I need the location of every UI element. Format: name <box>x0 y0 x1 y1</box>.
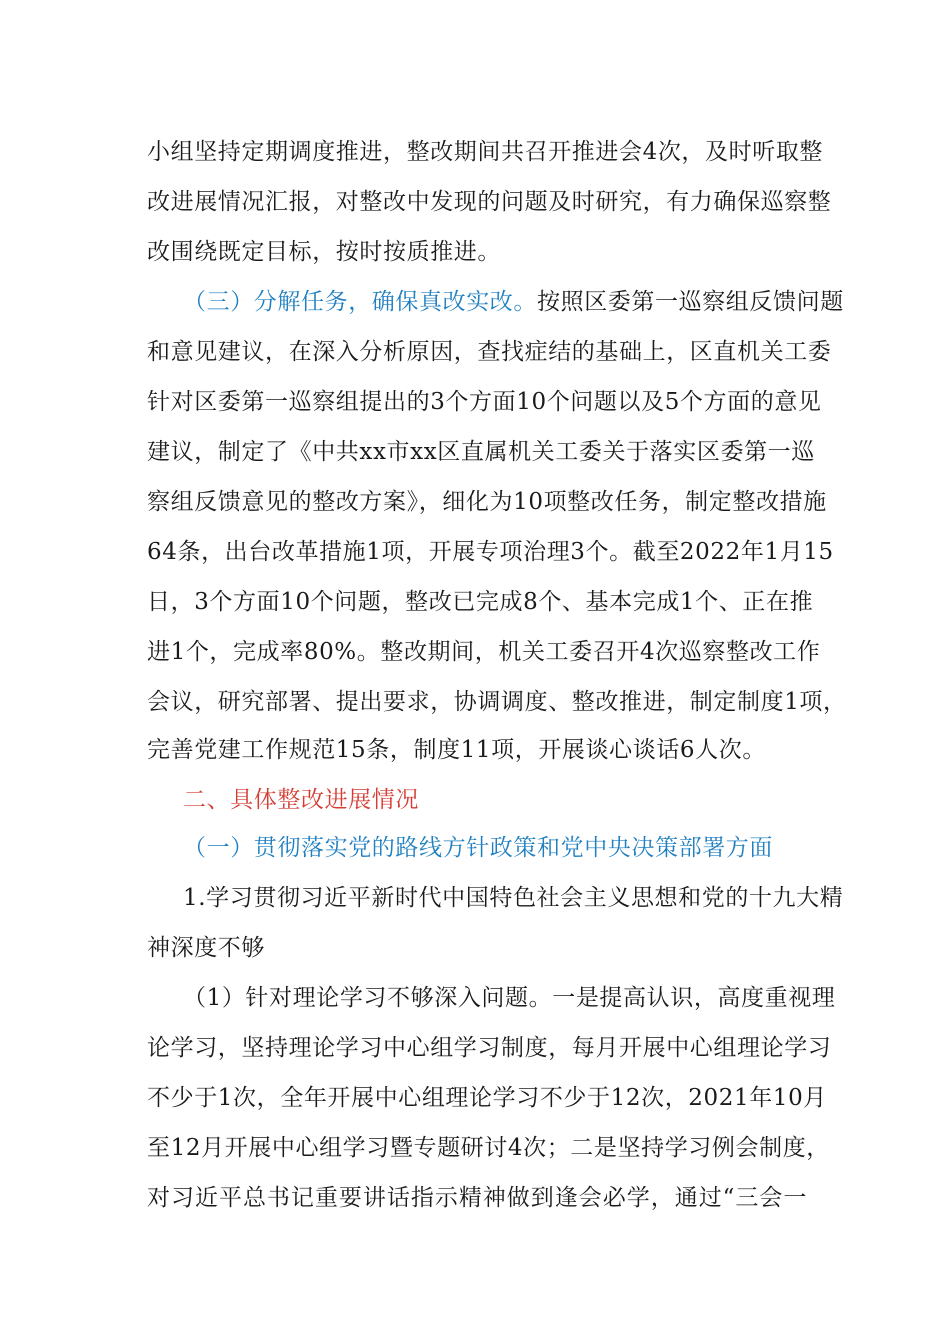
body-line: 64条，出台改革措施1项，开展专项治理3个。截至2022年1月15 <box>147 539 834 565</box>
body-line: 改进展情况汇报，对整改中发现的问题及时研究，有力确保巡察整 <box>147 189 832 215</box>
body-text: 按照区委第一巡察组反馈问题 <box>537 289 844 315</box>
body-line: 论学习，坚持理论学习中心组学习制度，每月开展中心组理论学习 <box>147 1035 832 1061</box>
body-line: 会议，研究部署、提出要求，协调调度、整改推进，制定制度1项， <box>147 689 847 715</box>
body-line: 改围绕既定目标，按时按质推进。 <box>147 239 501 265</box>
body-line: （1）针对理论学习不够深入问题。一是提高认识，高度重视理 <box>183 985 836 1011</box>
item-heading-line: 神深度不够 <box>147 935 265 961</box>
body-line: 建议，制定了《中共xx市xx区直属机关工委关于落实区委第一巡 <box>147 439 815 465</box>
body-line: 针对区委第一巡察组提出的3个方面10个问题以及5个方面的意见 <box>147 389 822 415</box>
item-heading-line: 1.学习贯彻习近平新时代中国特色社会主义思想和党的十九大精 <box>183 885 844 911</box>
body-line: 至12月开展中心组学习暨专题研讨4次；二是坚持学习例会制度， <box>147 1135 830 1161</box>
section-3-line <box>183 287 844 317</box>
body-line: 察组反馈意见的整改方案》，细化为10项整改任务，制定整改措施 <box>147 489 827 515</box>
body-line: 日，3个方面10个问题，整改已完成8个、基本完成1个、正在推 <box>147 589 814 615</box>
body-line: 和意见建议，在深入分析原因，查找症结的基础上，区直机关工委 <box>147 339 832 365</box>
body-line: 不少于1次，全年开展中心组理论学习不少于12次，2021年10月 <box>147 1085 827 1111</box>
part-heading-2: 二、具体整改进展情况 <box>183 787 419 813</box>
subsection-heading-1: （一）贯彻落实党的路线方针政策和党中央决策部署方面 <box>183 835 773 861</box>
body-line: 对习近平总书记重要讲话指示精神做到逢会必学，通过“三会一 <box>147 1185 807 1211</box>
section-heading-3: （三）分解任务，确保真改实改。 <box>183 289 537 315</box>
body-line: 小组坚持定期调度推进，整改期间共召开推进会4次，及时听取整 <box>147 139 824 165</box>
body-line: 进1个，完成率80%。整改期间，机关工委召开4次巡察整改工作 <box>147 639 821 665</box>
body-line: 完善党建工作规范15条，制度11项，开展谈心谈话6人次。 <box>147 737 766 763</box>
